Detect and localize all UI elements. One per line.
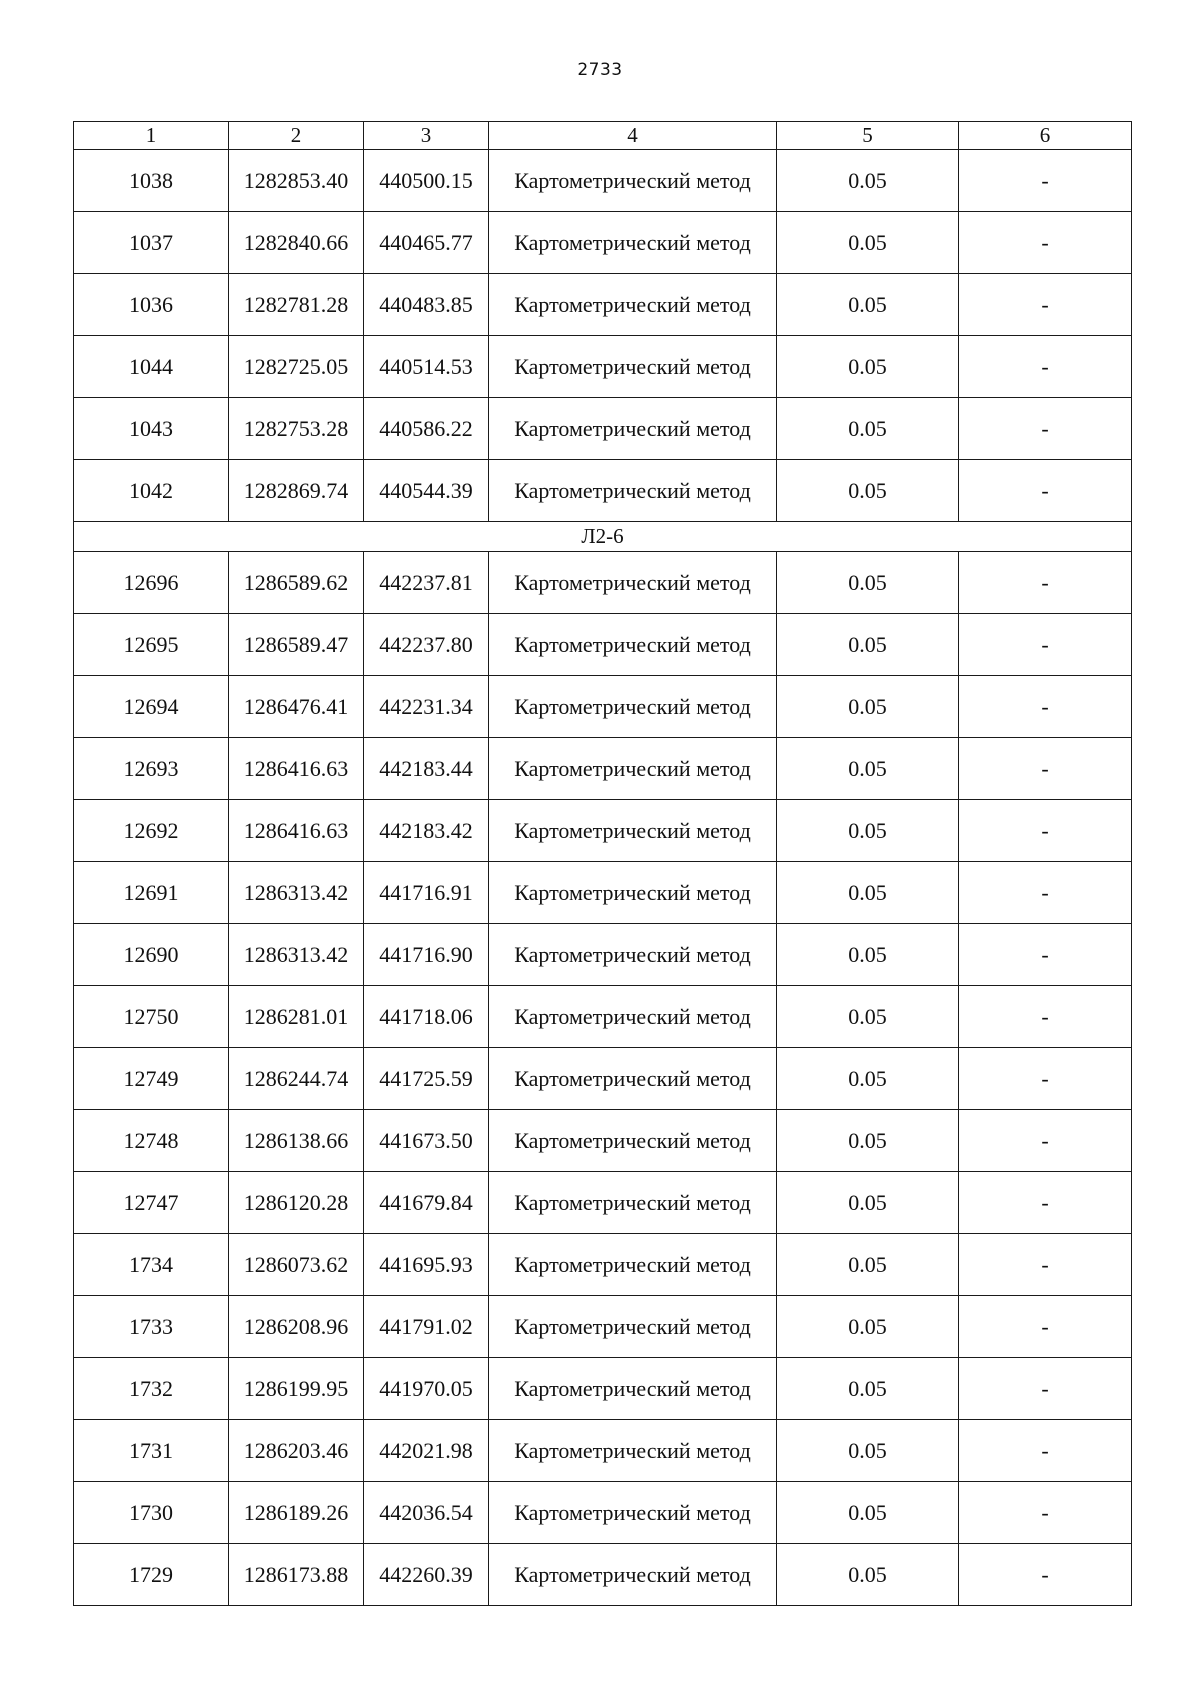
y-coordinate-cell: 441695.93	[364, 1234, 489, 1296]
point-number-cell: 12695	[74, 614, 229, 676]
accuracy-cell: 0.05	[777, 800, 959, 862]
x-coordinate-cell: 1286208.96	[229, 1296, 364, 1358]
column-header: 3	[364, 122, 489, 150]
y-coordinate-cell: 442036.54	[364, 1482, 489, 1544]
table-row	[74, 924, 1132, 986]
point-number-cell: 1042	[74, 460, 229, 522]
point-number-cell: 12693	[74, 738, 229, 800]
note-cell: -	[959, 924, 1132, 986]
column-header: 1	[74, 122, 229, 150]
x-coordinate-cell: 1282753.28	[229, 398, 364, 460]
note-cell: -	[959, 1110, 1132, 1172]
method-cell: Картометрический метод	[489, 924, 777, 986]
x-coordinate-cell: 1286199.95	[229, 1358, 364, 1420]
method-cell: Картометрический метод	[489, 738, 777, 800]
method-cell: Картометрический метод	[489, 398, 777, 460]
table-row	[74, 1482, 1132, 1544]
accuracy-cell: 0.05	[777, 336, 959, 398]
note-cell: -	[959, 986, 1132, 1048]
note-cell: -	[959, 1048, 1132, 1110]
method-cell: Картометрический метод	[489, 336, 777, 398]
accuracy-cell: 0.05	[777, 1544, 959, 1606]
accuracy-cell: 0.05	[777, 738, 959, 800]
y-coordinate-cell: 441679.84	[364, 1172, 489, 1234]
method-cell: Картометрический метод	[489, 1172, 777, 1234]
x-coordinate-cell: 1282840.66	[229, 212, 364, 274]
method-cell: Картометрический метод	[489, 460, 777, 522]
point-number-cell: 1731	[74, 1420, 229, 1482]
accuracy-cell: 0.05	[777, 1420, 959, 1482]
note-cell: -	[959, 1482, 1132, 1544]
table-row	[74, 336, 1132, 398]
y-coordinate-cell: 440586.22	[364, 398, 489, 460]
note-cell: -	[959, 676, 1132, 738]
y-coordinate-cell: 442237.80	[364, 614, 489, 676]
column-header: 2	[229, 122, 364, 150]
table-row	[74, 1544, 1132, 1606]
accuracy-cell: 0.05	[777, 150, 959, 212]
y-coordinate-cell: 441970.05	[364, 1358, 489, 1420]
x-coordinate-cell: 1282853.40	[229, 150, 364, 212]
x-coordinate-cell: 1286589.62	[229, 552, 364, 614]
accuracy-cell: 0.05	[777, 1482, 959, 1544]
accuracy-cell: 0.05	[777, 986, 959, 1048]
table-row	[74, 614, 1132, 676]
method-cell: Картометрический метод	[489, 986, 777, 1048]
note-cell: -	[959, 552, 1132, 614]
note-cell: -	[959, 212, 1132, 274]
accuracy-cell: 0.05	[777, 460, 959, 522]
column-header: 6	[959, 122, 1132, 150]
method-cell: Картометрический метод	[489, 1544, 777, 1606]
x-coordinate-cell: 1286416.63	[229, 800, 364, 862]
point-number-cell: 1732	[74, 1358, 229, 1420]
y-coordinate-cell: 440500.15	[364, 150, 489, 212]
y-coordinate-cell: 440514.53	[364, 336, 489, 398]
point-number-cell: 12691	[74, 862, 229, 924]
accuracy-cell: 0.05	[777, 398, 959, 460]
method-cell: Картометрический метод	[489, 1482, 777, 1544]
point-number-cell: 1036	[74, 274, 229, 336]
table-header-row	[74, 122, 1132, 150]
note-cell: -	[959, 614, 1132, 676]
y-coordinate-cell: 442183.42	[364, 800, 489, 862]
y-coordinate-cell: 442260.39	[364, 1544, 489, 1606]
note-cell: -	[959, 1544, 1132, 1606]
y-coordinate-cell: 440465.77	[364, 212, 489, 274]
y-coordinate-cell: 440483.85	[364, 274, 489, 336]
x-coordinate-cell: 1286073.62	[229, 1234, 364, 1296]
column-header: 5	[777, 122, 959, 150]
point-number-cell: 12690	[74, 924, 229, 986]
table-row	[74, 1234, 1132, 1296]
note-cell: -	[959, 1296, 1132, 1358]
note-cell: -	[959, 150, 1132, 212]
table-row	[74, 274, 1132, 336]
point-number-cell: 1734	[74, 1234, 229, 1296]
method-cell: Картометрический метод	[489, 862, 777, 924]
method-cell: Картометрический метод	[489, 676, 777, 738]
method-cell: Картометрический метод	[489, 1358, 777, 1420]
point-number-cell: 12694	[74, 676, 229, 738]
method-cell: Картометрический метод	[489, 800, 777, 862]
x-coordinate-cell: 1282869.74	[229, 460, 364, 522]
x-coordinate-cell: 1286589.47	[229, 614, 364, 676]
y-coordinate-cell: 442183.44	[364, 738, 489, 800]
table-body	[74, 122, 1132, 1606]
table-row	[74, 1296, 1132, 1358]
x-coordinate-cell: 1282781.28	[229, 274, 364, 336]
method-cell: Картометрический метод	[489, 552, 777, 614]
table-row	[74, 460, 1132, 522]
note-cell: -	[959, 1358, 1132, 1420]
point-number-cell: 12749	[74, 1048, 229, 1110]
y-coordinate-cell: 441673.50	[364, 1110, 489, 1172]
method-cell: Картометрический метод	[489, 1110, 777, 1172]
column-header: 4	[489, 122, 777, 150]
accuracy-cell: 0.05	[777, 676, 959, 738]
x-coordinate-cell: 1286189.26	[229, 1482, 364, 1544]
section-title: Л2-6	[74, 522, 1132, 552]
page-number: 2733	[577, 60, 623, 80]
section-title-row	[74, 522, 1132, 552]
method-cell: Картометрический метод	[489, 274, 777, 336]
point-number-cell: 1044	[74, 336, 229, 398]
method-cell: Картометрический метод	[489, 1048, 777, 1110]
x-coordinate-cell: 1286244.74	[229, 1048, 364, 1110]
note-cell: -	[959, 274, 1132, 336]
y-coordinate-cell: 441718.06	[364, 986, 489, 1048]
method-cell: Картометрический метод	[489, 614, 777, 676]
method-cell: Картометрический метод	[489, 212, 777, 274]
accuracy-cell: 0.05	[777, 614, 959, 676]
accuracy-cell: 0.05	[777, 1234, 959, 1296]
x-coordinate-cell: 1286173.88	[229, 1544, 364, 1606]
x-coordinate-cell: 1286281.01	[229, 986, 364, 1048]
point-number-cell: 1043	[74, 398, 229, 460]
x-coordinate-cell: 1286476.41	[229, 676, 364, 738]
accuracy-cell: 0.05	[777, 1358, 959, 1420]
note-cell: -	[959, 398, 1132, 460]
accuracy-cell: 0.05	[777, 924, 959, 986]
note-cell: -	[959, 1420, 1132, 1482]
point-number-cell: 1733	[74, 1296, 229, 1358]
method-cell: Картометрический метод	[489, 1420, 777, 1482]
table-row	[74, 1420, 1132, 1482]
accuracy-cell: 0.05	[777, 1172, 959, 1234]
y-coordinate-cell: 440544.39	[364, 460, 489, 522]
point-number-cell: 12748	[74, 1110, 229, 1172]
x-coordinate-cell: 1286416.63	[229, 738, 364, 800]
x-coordinate-cell: 1286313.42	[229, 924, 364, 986]
point-number-cell: 1037	[74, 212, 229, 274]
method-cell: Картометрический метод	[489, 1234, 777, 1296]
y-coordinate-cell: 441716.91	[364, 862, 489, 924]
table-row	[74, 1358, 1132, 1420]
note-cell: -	[959, 738, 1132, 800]
note-cell: -	[959, 862, 1132, 924]
method-cell: Картометрический метод	[489, 1296, 777, 1358]
table-row	[74, 800, 1132, 862]
accuracy-cell: 0.05	[777, 1110, 959, 1172]
table-row	[74, 552, 1132, 614]
y-coordinate-cell: 442237.81	[364, 552, 489, 614]
accuracy-cell: 0.05	[777, 862, 959, 924]
table-row	[74, 986, 1132, 1048]
accuracy-cell: 0.05	[777, 552, 959, 614]
table-row	[74, 1110, 1132, 1172]
y-coordinate-cell: 442021.98	[364, 1420, 489, 1482]
y-coordinate-cell: 441725.59	[364, 1048, 489, 1110]
table-row	[74, 738, 1132, 800]
note-cell: -	[959, 800, 1132, 862]
point-number-cell: 1038	[74, 150, 229, 212]
coordinates-table	[73, 121, 1132, 1606]
point-number-cell: 12696	[74, 552, 229, 614]
table-row	[74, 862, 1132, 924]
x-coordinate-cell: 1286203.46	[229, 1420, 364, 1482]
table-row	[74, 212, 1132, 274]
y-coordinate-cell: 442231.34	[364, 676, 489, 738]
table-row	[74, 676, 1132, 738]
table-row	[74, 398, 1132, 460]
accuracy-cell: 0.05	[777, 1048, 959, 1110]
note-cell: -	[959, 1234, 1132, 1296]
note-cell: -	[959, 336, 1132, 398]
point-number-cell: 1730	[74, 1482, 229, 1544]
y-coordinate-cell: 441791.02	[364, 1296, 489, 1358]
point-number-cell: 1729	[74, 1544, 229, 1606]
table-row	[74, 1172, 1132, 1234]
accuracy-cell: 0.05	[777, 212, 959, 274]
note-cell: -	[959, 1172, 1132, 1234]
x-coordinate-cell: 1286313.42	[229, 862, 364, 924]
accuracy-cell: 0.05	[777, 1296, 959, 1358]
accuracy-cell: 0.05	[777, 274, 959, 336]
table-row	[74, 150, 1132, 212]
point-number-cell: 12747	[74, 1172, 229, 1234]
table-row	[74, 1048, 1132, 1110]
x-coordinate-cell: 1286120.28	[229, 1172, 364, 1234]
x-coordinate-cell: 1282725.05	[229, 336, 364, 398]
method-cell: Картометрический метод	[489, 150, 777, 212]
x-coordinate-cell: 1286138.66	[229, 1110, 364, 1172]
y-coordinate-cell: 441716.90	[364, 924, 489, 986]
point-number-cell: 12750	[74, 986, 229, 1048]
note-cell: -	[959, 460, 1132, 522]
point-number-cell: 12692	[74, 800, 229, 862]
